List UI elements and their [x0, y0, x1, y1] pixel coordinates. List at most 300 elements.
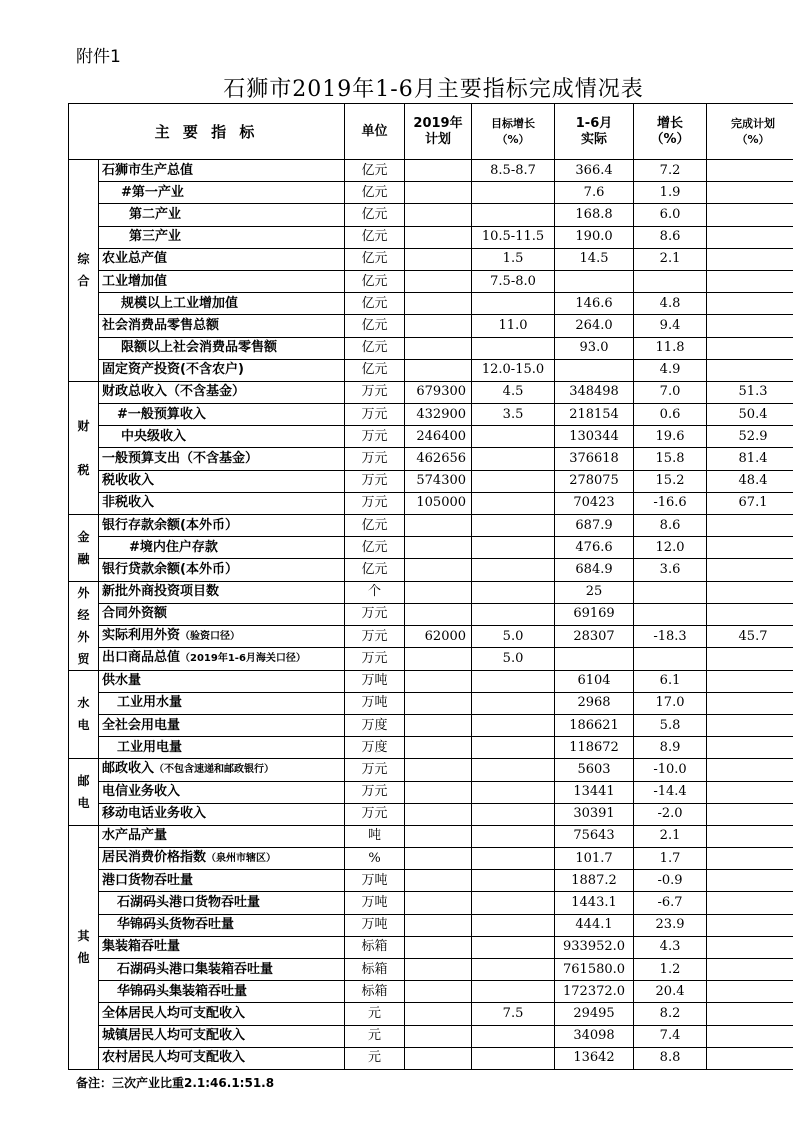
- target-cell: 7.5: [472, 1003, 555, 1025]
- completion-cell: 50.4: [707, 404, 793, 426]
- growth-cell: 2.1: [634, 825, 707, 847]
- table-row: [69, 204, 793, 226]
- plan-cell: 105000: [405, 492, 472, 514]
- growth-cell: 7.4: [634, 1025, 707, 1047]
- completion-cell: [707, 226, 793, 248]
- indicator-note: （验资口径）: [180, 631, 241, 643]
- growth-cell: 5.8: [634, 714, 707, 736]
- plan-cell: [405, 581, 472, 603]
- growth-cell: 15.8: [634, 448, 707, 470]
- category-cell: 水 电: [69, 670, 99, 759]
- indicator-name-text: 移动电话业务收入: [102, 806, 207, 822]
- target-cell: 3.5: [472, 404, 555, 426]
- unit-cell: 亿元: [345, 315, 405, 337]
- target-cell: [472, 870, 555, 892]
- indicator-name-text: 居民消费价格指数: [102, 850, 207, 866]
- indicator-name-text: 出口商品总值: [102, 650, 181, 666]
- completion-cell: [707, 204, 793, 226]
- growth-cell: 4.9: [634, 359, 707, 381]
- indicator-name-text: 实际利用外资: [102, 628, 181, 644]
- actual-cell: [555, 359, 634, 381]
- indicator-name: [99, 1025, 345, 1047]
- growth-cell: 0.6: [634, 404, 707, 426]
- plan-cell: [405, 603, 472, 625]
- indicator-name: [99, 270, 345, 292]
- unit-cell: 万吨: [345, 692, 405, 714]
- table-row: [69, 315, 793, 337]
- unit-cell: 万元: [345, 781, 405, 803]
- completion-cell: [707, 981, 793, 1003]
- actual-cell: 264.0: [555, 315, 634, 337]
- plan-cell: [405, 226, 472, 248]
- growth-cell: 2.1: [634, 248, 707, 270]
- category-cell: 外 经 外 贸: [69, 581, 99, 670]
- indicator-name: [99, 1047, 345, 1069]
- plan-cell: [405, 204, 472, 226]
- plan-cell: [405, 892, 472, 914]
- unit-cell: 亿元: [345, 248, 405, 270]
- table-row: [69, 182, 793, 204]
- growth-cell: 23.9: [634, 914, 707, 936]
- indicator-name: [99, 160, 345, 182]
- category-cell: 综 合: [69, 160, 99, 382]
- actual-cell: 75643: [555, 825, 634, 847]
- indicator-name-text: 全体居民人均可支配收入: [102, 1005, 246, 1021]
- target-cell: [472, 182, 555, 204]
- table-row: [69, 160, 793, 182]
- actual-cell: 1443.1: [555, 892, 634, 914]
- growth-cell: [634, 603, 707, 625]
- indicator-name: [99, 581, 345, 603]
- unit-cell: 万元: [345, 448, 405, 470]
- table-row: [69, 559, 793, 581]
- unit-cell: 万吨: [345, 670, 405, 692]
- table-row: [69, 892, 793, 914]
- target-cell: [472, 204, 555, 226]
- growth-cell: -16.6: [634, 492, 707, 514]
- completion-cell: [707, 848, 793, 870]
- target-cell: [472, 515, 555, 537]
- growth-cell: 4.3: [634, 936, 707, 958]
- indicator-name-text: 规模以上工业增加值: [121, 295, 239, 311]
- category-cell: 其 他: [69, 825, 99, 1069]
- table-row: [69, 603, 793, 625]
- indicator-name-text: 集装箱吞吐量: [102, 939, 181, 955]
- actual-cell: 118672: [555, 737, 634, 759]
- unit-cell: 万元: [345, 381, 405, 403]
- target-cell: [472, 848, 555, 870]
- indicator-name-text: #境内住户存款: [129, 539, 218, 555]
- growth-cell: [634, 648, 707, 670]
- table-row: [69, 581, 793, 603]
- actual-cell: 28307: [555, 626, 634, 648]
- actual-cell: 190.0: [555, 226, 634, 248]
- indicator-name-text: 税收收入: [102, 473, 155, 489]
- indicator-name: [99, 537, 345, 559]
- unit-cell: 万元: [345, 603, 405, 625]
- unit-cell: 元: [345, 1003, 405, 1025]
- target-cell: [472, 448, 555, 470]
- category-cell: 财 税: [69, 381, 99, 514]
- plan-cell: 246400: [405, 426, 472, 448]
- unit-cell: 万吨: [345, 914, 405, 936]
- indicator-name: [99, 626, 345, 648]
- plan-cell: [405, 182, 472, 204]
- table-row: [69, 714, 793, 736]
- plan-cell: [405, 803, 472, 825]
- actual-cell: 168.8: [555, 204, 634, 226]
- unit-cell: 亿元: [345, 182, 405, 204]
- indicator-name-text: 工业用水量: [117, 695, 183, 711]
- plan-cell: [405, 315, 472, 337]
- annex-label: 附件1: [76, 47, 121, 67]
- actual-cell: 29495: [555, 1003, 634, 1025]
- table-row: [69, 1025, 793, 1047]
- completion-cell: [707, 781, 793, 803]
- target-cell: [472, 781, 555, 803]
- unit-cell: 万吨: [345, 870, 405, 892]
- completion-cell: [707, 914, 793, 936]
- indicator-name-text: 农业总产值: [102, 251, 168, 267]
- growth-cell: -14.4: [634, 781, 707, 803]
- table-row: [69, 692, 793, 714]
- target-cell: [472, 337, 555, 359]
- table-row: [69, 337, 793, 359]
- target-cell: 8.5-8.7: [472, 160, 555, 182]
- growth-cell: 1.9: [634, 182, 707, 204]
- unit-cell: 万元: [345, 470, 405, 492]
- completion-cell: [707, 537, 793, 559]
- unit-cell: 个: [345, 581, 405, 603]
- table-row: [69, 1003, 793, 1025]
- completion-cell: [707, 182, 793, 204]
- header-target: 目标增长 （%）: [472, 104, 555, 160]
- indicator-name-text: 银行贷款余额(本外币）: [102, 561, 238, 577]
- header-completion: 完成计划 （%）: [707, 104, 793, 160]
- indicator-name: [99, 248, 345, 270]
- indicator-name-text: 合同外资额: [102, 606, 168, 622]
- completion-cell: [707, 559, 793, 581]
- target-cell: [472, 559, 555, 581]
- indicator-name: [99, 204, 345, 226]
- indicator-note: （泉州市辖区）: [206, 853, 277, 865]
- unit-cell: 万度: [345, 714, 405, 736]
- completion-cell: [707, 1003, 793, 1025]
- actual-cell: 70423: [555, 492, 634, 514]
- table-row: [69, 470, 793, 492]
- indicator-name: [99, 381, 345, 403]
- plan-cell: [405, 848, 472, 870]
- table-row: [69, 270, 793, 292]
- table-row: [69, 626, 793, 648]
- unit-cell: 万元: [345, 626, 405, 648]
- actual-cell: 218154: [555, 404, 634, 426]
- target-cell: [472, 492, 555, 514]
- growth-cell: -10.0: [634, 759, 707, 781]
- indicator-name: [99, 692, 345, 714]
- indicator-note: （2019年1-6月海关口径）: [180, 653, 306, 665]
- indicator-name: [99, 603, 345, 625]
- target-cell: 4.5: [472, 381, 555, 403]
- indicator-table: [68, 103, 793, 1070]
- plan-cell: [405, 936, 472, 958]
- indicator-name-text: 社会消费品零售总额: [102, 317, 220, 333]
- actual-cell: 687.9: [555, 515, 634, 537]
- table-row: [69, 825, 793, 847]
- plan-cell: [405, 737, 472, 759]
- actual-cell: 146.6: [555, 293, 634, 315]
- indicator-name: [99, 315, 345, 337]
- unit-cell: 万元: [345, 803, 405, 825]
- plan-cell: 462656: [405, 448, 472, 470]
- table-row: [69, 848, 793, 870]
- target-cell: [472, 936, 555, 958]
- indicator-name-text: 银行存款余额(本外币）: [102, 517, 238, 533]
- completion-cell: [707, 248, 793, 270]
- completion-cell: [707, 293, 793, 315]
- plan-cell: [405, 359, 472, 381]
- table-row: [69, 492, 793, 514]
- table-row: [69, 803, 793, 825]
- completion-cell: [707, 160, 793, 182]
- indicator-name-text: 供水量: [102, 673, 142, 689]
- plan-cell: 679300: [405, 381, 472, 403]
- plan-cell: [405, 825, 472, 847]
- plan-cell: [405, 670, 472, 692]
- table-row: [69, 737, 793, 759]
- target-cell: [472, 293, 555, 315]
- indicator-name: [99, 293, 345, 315]
- target-cell: [472, 470, 555, 492]
- indicator-name-text: 工业增加值: [102, 273, 168, 289]
- indicator-name-text: 华锦码头集装箱吞吐量: [117, 983, 248, 999]
- plan-cell: [405, 692, 472, 714]
- actual-cell: 13441: [555, 781, 634, 803]
- actual-cell: 2968: [555, 692, 634, 714]
- growth-cell: -6.7: [634, 892, 707, 914]
- target-cell: [472, 581, 555, 603]
- target-cell: [472, 759, 555, 781]
- unit-cell: 亿元: [345, 270, 405, 292]
- growth-cell: 8.6: [634, 226, 707, 248]
- category-cell: 邮 电: [69, 759, 99, 826]
- growth-cell: 15.2: [634, 470, 707, 492]
- table-row: [69, 759, 793, 781]
- indicator-name-text: 港口货物吞吐量: [102, 872, 194, 888]
- plan-cell: [405, 648, 472, 670]
- plan-cell: 62000: [405, 626, 472, 648]
- actual-cell: 444.1: [555, 914, 634, 936]
- unit-cell: 亿元: [345, 559, 405, 581]
- unit-cell: 吨: [345, 825, 405, 847]
- header-unit: 单位: [345, 104, 405, 160]
- growth-cell: -2.0: [634, 803, 707, 825]
- growth-cell: 7.0: [634, 381, 707, 403]
- plan-cell: [405, 537, 472, 559]
- indicator-name-text: 全社会用电量: [102, 717, 181, 733]
- unit-cell: 亿元: [345, 293, 405, 315]
- indicator-name-text: 华锦码头货物吞吐量: [117, 917, 235, 933]
- indicator-name: [99, 981, 345, 1003]
- indicator-name-text: 固定资产投资(不含农户): [102, 362, 244, 378]
- table-row: [69, 515, 793, 537]
- table-row: [69, 537, 793, 559]
- actual-cell: 30391: [555, 803, 634, 825]
- table-row: [69, 670, 793, 692]
- table-row: [69, 648, 793, 670]
- unit-cell: 万元: [345, 426, 405, 448]
- target-cell: [472, 892, 555, 914]
- table-row: [69, 981, 793, 1003]
- indicator-name-text: 限额以上社会消费品零售额: [121, 340, 278, 356]
- unit-cell: 标箱: [345, 936, 405, 958]
- plan-cell: [405, 337, 472, 359]
- completion-cell: 48.4: [707, 470, 793, 492]
- actual-cell: 69169: [555, 603, 634, 625]
- completion-cell: [707, 936, 793, 958]
- completion-cell: 45.7: [707, 626, 793, 648]
- indicator-name: [99, 670, 345, 692]
- actual-cell: 34098: [555, 1025, 634, 1047]
- table-row: [69, 426, 793, 448]
- growth-cell: [634, 581, 707, 603]
- unit-cell: 元: [345, 1047, 405, 1069]
- plan-cell: [405, 714, 472, 736]
- growth-cell: 17.0: [634, 692, 707, 714]
- target-cell: [472, 714, 555, 736]
- unit-cell: 标箱: [345, 959, 405, 981]
- actual-cell: 476.6: [555, 537, 634, 559]
- indicator-name: [99, 492, 345, 514]
- plan-cell: [405, 781, 472, 803]
- actual-cell: 14.5: [555, 248, 634, 270]
- completion-cell: [707, 892, 793, 914]
- indicator-name: [99, 648, 345, 670]
- indicator-name-text: 石湖码头港口集装箱吞吐量: [117, 961, 274, 977]
- actual-cell: 684.9: [555, 559, 634, 581]
- completion-cell: [707, 825, 793, 847]
- plan-cell: [405, 559, 472, 581]
- unit-cell: 万元: [345, 648, 405, 670]
- indicator-name: [99, 936, 345, 958]
- plan-cell: [405, 248, 472, 270]
- indicator-name-text: 财政总收入（不含基金）: [102, 384, 246, 400]
- indicator-name-text: 城镇居民人均可支配收入: [102, 1028, 246, 1044]
- indicator-name-text: 中央级收入: [121, 428, 187, 444]
- indicator-name: [99, 848, 345, 870]
- indicator-name: [99, 759, 345, 781]
- indicator-name: [99, 892, 345, 914]
- growth-cell: 11.8: [634, 337, 707, 359]
- unit-cell: 万吨: [345, 892, 405, 914]
- plan-cell: 574300: [405, 470, 472, 492]
- indicator-name: [99, 470, 345, 492]
- plan-cell: [405, 1003, 472, 1025]
- unit-cell: 万元: [345, 759, 405, 781]
- table-row: [69, 293, 793, 315]
- indicator-name: [99, 515, 345, 537]
- unit-cell: 标箱: [345, 981, 405, 1003]
- indicator-name-text: 石狮市生产总值: [102, 162, 194, 178]
- completion-cell: [707, 692, 793, 714]
- growth-cell: [634, 270, 707, 292]
- plan-cell: [405, 981, 472, 1003]
- indicator-name-text: 非税收入: [102, 495, 155, 511]
- indicator-name-text: 邮政收入: [102, 761, 155, 777]
- actual-cell: 366.4: [555, 160, 634, 182]
- target-cell: 1.5: [472, 248, 555, 270]
- unit-cell: 亿元: [345, 204, 405, 226]
- growth-cell: 9.4: [634, 315, 707, 337]
- completion-cell: [707, 515, 793, 537]
- growth-cell: 7.2: [634, 160, 707, 182]
- indicator-name: [99, 226, 345, 248]
- indicator-name: [99, 559, 345, 581]
- table-row: [69, 448, 793, 470]
- target-cell: 5.0: [472, 626, 555, 648]
- completion-cell: [707, 737, 793, 759]
- completion-cell: [707, 270, 793, 292]
- actual-cell: [555, 270, 634, 292]
- plan-cell: [405, 1025, 472, 1047]
- actual-cell: 13642: [555, 1047, 634, 1069]
- indicator-name-text: 第三产业: [129, 229, 182, 245]
- target-cell: 7.5-8.0: [472, 270, 555, 292]
- target-cell: [472, 692, 555, 714]
- plan-cell: [405, 160, 472, 182]
- growth-cell: 8.6: [634, 515, 707, 537]
- actual-cell: 25: [555, 581, 634, 603]
- actual-cell: 186621: [555, 714, 634, 736]
- indicator-name: [99, 426, 345, 448]
- table-header-row: [69, 104, 793, 160]
- plan-cell: [405, 270, 472, 292]
- indicator-name-text: 一般预算支出（不含基金）: [102, 451, 259, 467]
- plan-cell: [405, 870, 472, 892]
- growth-cell: 3.6: [634, 559, 707, 581]
- table-row: [69, 248, 793, 270]
- target-cell: 12.0-15.0: [472, 359, 555, 381]
- target-cell: 10.5-11.5: [472, 226, 555, 248]
- completion-cell: [707, 603, 793, 625]
- unit-cell: 亿元: [345, 515, 405, 537]
- header-growth: 增长 （%）: [634, 104, 707, 160]
- target-cell: 5.0: [472, 648, 555, 670]
- target-cell: [472, 914, 555, 936]
- target-cell: [472, 1025, 555, 1047]
- completion-cell: [707, 1025, 793, 1047]
- header-indicator: 主 要 指 标: [69, 104, 345, 160]
- target-cell: [472, 981, 555, 1003]
- plan-cell: [405, 759, 472, 781]
- unit-cell: 万度: [345, 737, 405, 759]
- indicator-name: [99, 737, 345, 759]
- unit-cell: 万元: [345, 492, 405, 514]
- indicator-name: [99, 1003, 345, 1025]
- unit-cell: 亿元: [345, 337, 405, 359]
- actual-cell: [555, 648, 634, 670]
- completion-cell: [707, 803, 793, 825]
- unit-cell: 亿元: [345, 160, 405, 182]
- growth-cell: 12.0: [634, 537, 707, 559]
- indicator-name: [99, 182, 345, 204]
- plan-cell: [405, 1047, 472, 1069]
- page-title: 石狮市2019年1-6月主要指标完成情况表: [223, 77, 644, 102]
- actual-cell: 172372.0: [555, 981, 634, 1003]
- indicator-name-text: 工业用电量: [117, 739, 183, 755]
- table-row: [69, 914, 793, 936]
- category-cell: 金 融: [69, 515, 99, 582]
